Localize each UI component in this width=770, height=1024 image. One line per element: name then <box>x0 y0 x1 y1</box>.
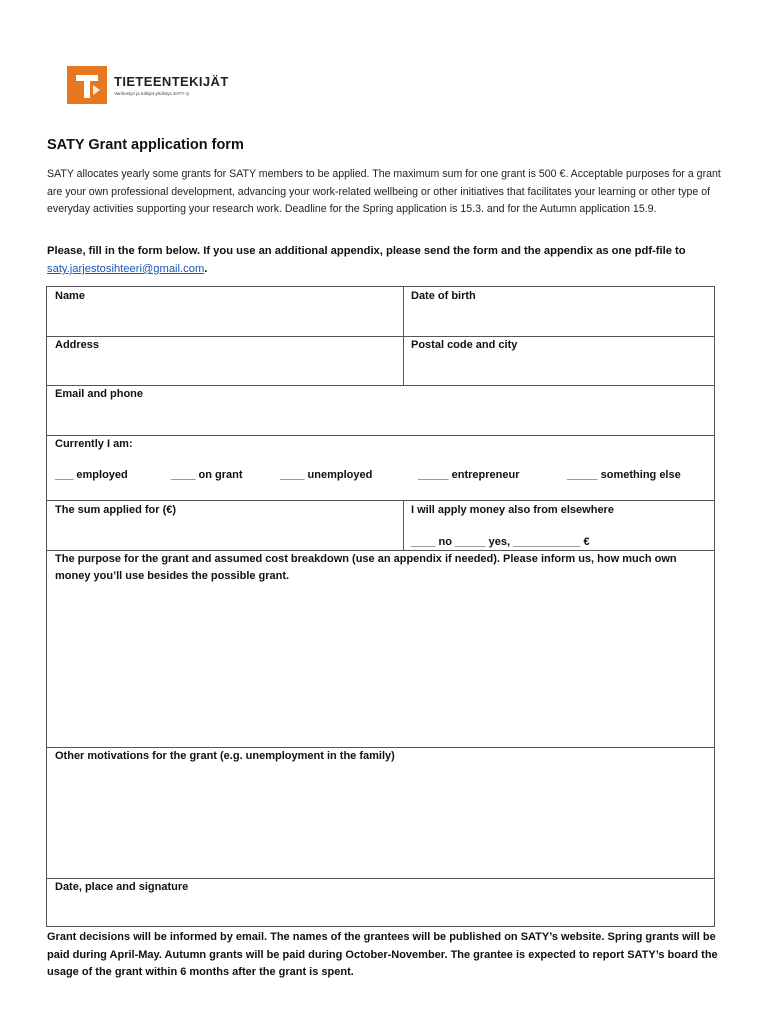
status-on-grant[interactable]: ____ on grant <box>171 469 243 481</box>
signature-field[interactable]: Date, place and signature <box>55 881 189 893</box>
logo-mark-icon <box>67 66 107 104</box>
form-divider <box>47 385 714 386</box>
application-form <box>46 286 715 927</box>
employment-status-options <box>55 469 705 485</box>
footer-note: Grant decisions will be informed by email. The names of the grantees will be published on SATY’s website. Spring grants will be paid during April-May. Autumn grants will be paid during October-November. The grantee is expected to report SATY’s board the usage of the grant within 6 months after the grant is spent. <box>47 931 718 978</box>
currently-label: Currently I am: <box>55 438 133 450</box>
form-divider <box>47 336 714 337</box>
intro-paragraph: SATY allocates yearly some grants for SATY members to be applied. The maximum sum for one grant is 500 €. Acceptable purposes for a grant are your own professional development, advancing your work-related wellbeing or other initiatives that facilitates your learning or other type of everyday activities supporting your research work. Deadline for the Spring application is 15.3. and for the Autumn application 15.9. <box>47 168 721 215</box>
page-title: SATY Grant application form <box>47 137 244 153</box>
email-link[interactable]: saty.jarjestosihteeri@gmail.com <box>47 263 205 275</box>
instruction-end: . <box>204 263 208 275</box>
form-column-divider <box>403 287 404 385</box>
status-something-else[interactable]: _____ something else <box>567 469 681 481</box>
form-divider <box>47 878 714 879</box>
address-field[interactable]: Address <box>55 339 100 351</box>
instruction-paragraph <box>47 242 727 278</box>
sum-applied-field[interactable]: The sum applied for (€) <box>55 504 177 516</box>
instruction-text: Please, fill in the form below. If you use an additional appendix, please send the form and the appendix as one pdf-file to <box>47 245 686 257</box>
status-employed[interactable]: ___ employed <box>55 469 128 481</box>
status-unemployed[interactable]: ____ unemployed <box>280 469 373 481</box>
motivations-field[interactable]: Other motivations for the grant (e.g. unemployment in the family) <box>55 750 395 762</box>
name-field[interactable]: Name <box>55 290 85 302</box>
logo-tagline: Vanhustyö ja tutkijat-yhdistys SATY ry <box>114 91 190 96</box>
postal-code-city-field[interactable]: Postal code and city <box>411 339 518 351</box>
form-column-divider <box>403 500 404 550</box>
form-divider <box>47 500 714 501</box>
other-funding-options[interactable]: ____ no _____ yes, ___________ € <box>411 536 590 548</box>
form-divider <box>47 747 714 748</box>
other-funding-label: I will apply money also from elsewhere <box>411 504 614 516</box>
logo-name: TIETEENTEKIJÄT <box>114 74 229 89</box>
purpose-field[interactable]: The purpose for the grant and assumed cost breakdown (use an appendix if needed). Please inform us, how much own money you’ll use besides the possible grant. <box>55 553 677 582</box>
form-divider <box>47 435 714 436</box>
date-of-birth-field[interactable]: Date of birth <box>411 290 476 302</box>
email-phone-field[interactable]: Email and phone <box>55 388 144 400</box>
status-entrepreneur[interactable]: _____ entrepreneur <box>418 469 520 481</box>
logo <box>67 66 267 106</box>
